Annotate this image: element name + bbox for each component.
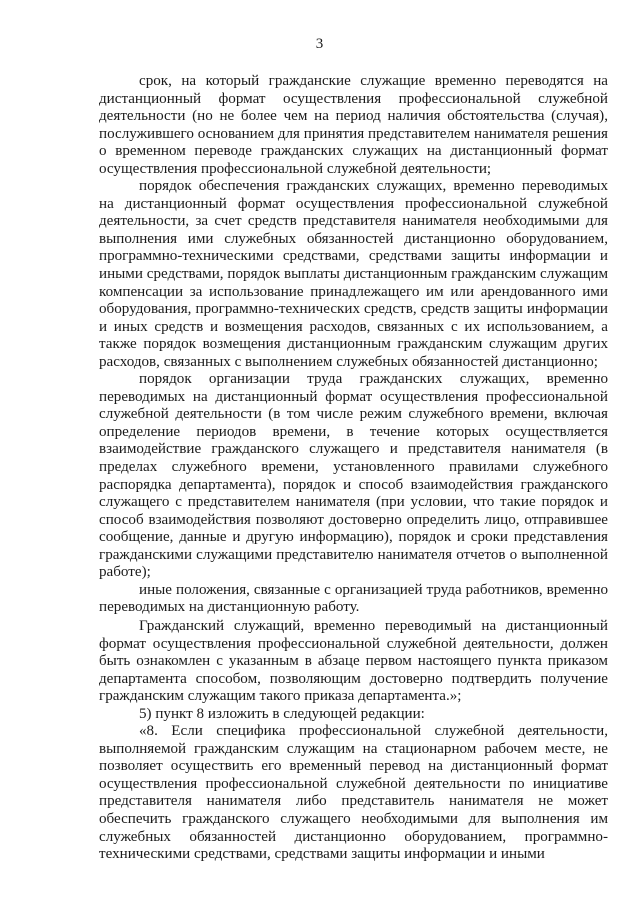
paragraph-point-8: «8. Если специфика профессиональной служебной деятельности, выполняемой гражданским служащим на стационарном рабочем месте, не позволяет осуществить его временный перевод на дистанционный формат осуществления профессиональной служебной деятельности по инициативе представителя нанимателя либо представитель нанимателя не может обеспечить гражданского служащего необходимыми для выполнения им служебных обязанностей дистанционно оборудованием, программно-техническими средствами, средствами защиты информации и иными: [99, 723, 608, 863]
page-number: 3: [315, 36, 324, 52]
paragraph-item-5: 5) пункт 8 изложить в следующей редакции:: [139, 705, 425, 722]
paragraph-acquaintance: Гражданский служащий, временно переводимый на дистанционный формат осуществления профессиональной служебной деятельности, должен быть ознакомлен с указанным в абзаце первом настоящего пункта приказом департамента способом, позволяющим достоверно подтвердить получение гражданским служащим такого приказа департамента.»;: [99, 617, 608, 705]
paragraph-other-provisions: иные положения, связанные с организацией труда работников, временно переводимых на дистанционную работу.: [99, 581, 608, 616]
paragraph-work-organization: порядок организации труда гражданских служащих, временно переводимых на дистанционный формат осуществления профессиональной служебной деятельности (в том числе режим служебного времени, включая определение периодов времени, в течение которых осуществляется взаимодействие гражданского служащего и представителя нанимателя (в пределах служебного времени, установленного правилами служебного распорядка департамента), порядок и способ взаимодействия гражданского служащего с представителем нанимателя (при условии, что такие порядок и способ взаимодействия позволяют достоверно определить лицо, отправившее сообщение, данные и другую информацию), порядок и сроки представления гражданскими служащими представителю нанимателя отчетов о выполненной работе);: [99, 371, 608, 581]
paragraph-provision-procedure: порядок обеспечения гражданских служащих, временно переводимых на дистанционный формат осуществления профессиональной служебной деятельности, за счет средств представителя нанимателя необходимыми для выполнения ими служебных обязанностей дистанционно оборудованием, программно-техническими средствами, средствами защиты информации и иными средствами, порядок выплаты дистанционным гражданским служащим компенсации за использование принадлежащего им или арендованного ими оборудования, программно-технических средств, средств защиты информации и иных средств и возмещения расходов, связанных с их использованием, а также порядок возмещения дистанционным гражданским служащим других расходов, связанных с выполнением служебных обязанностей дистанционно;: [99, 178, 608, 370]
document-body: [99, 73, 608, 864]
paragraph-term: срок, на который гражданские служащие временно переводятся на дистанционный формат осуществления профессиональной служебной деятельности (но не более чем на период наличия обстоятельства (случая), послужившего основанием для принятия представителем нанимателя решения о временном переводе гражданских служащих на дистанционный формат осуществления профессиональной служебной деятельности;: [99, 73, 608, 177]
